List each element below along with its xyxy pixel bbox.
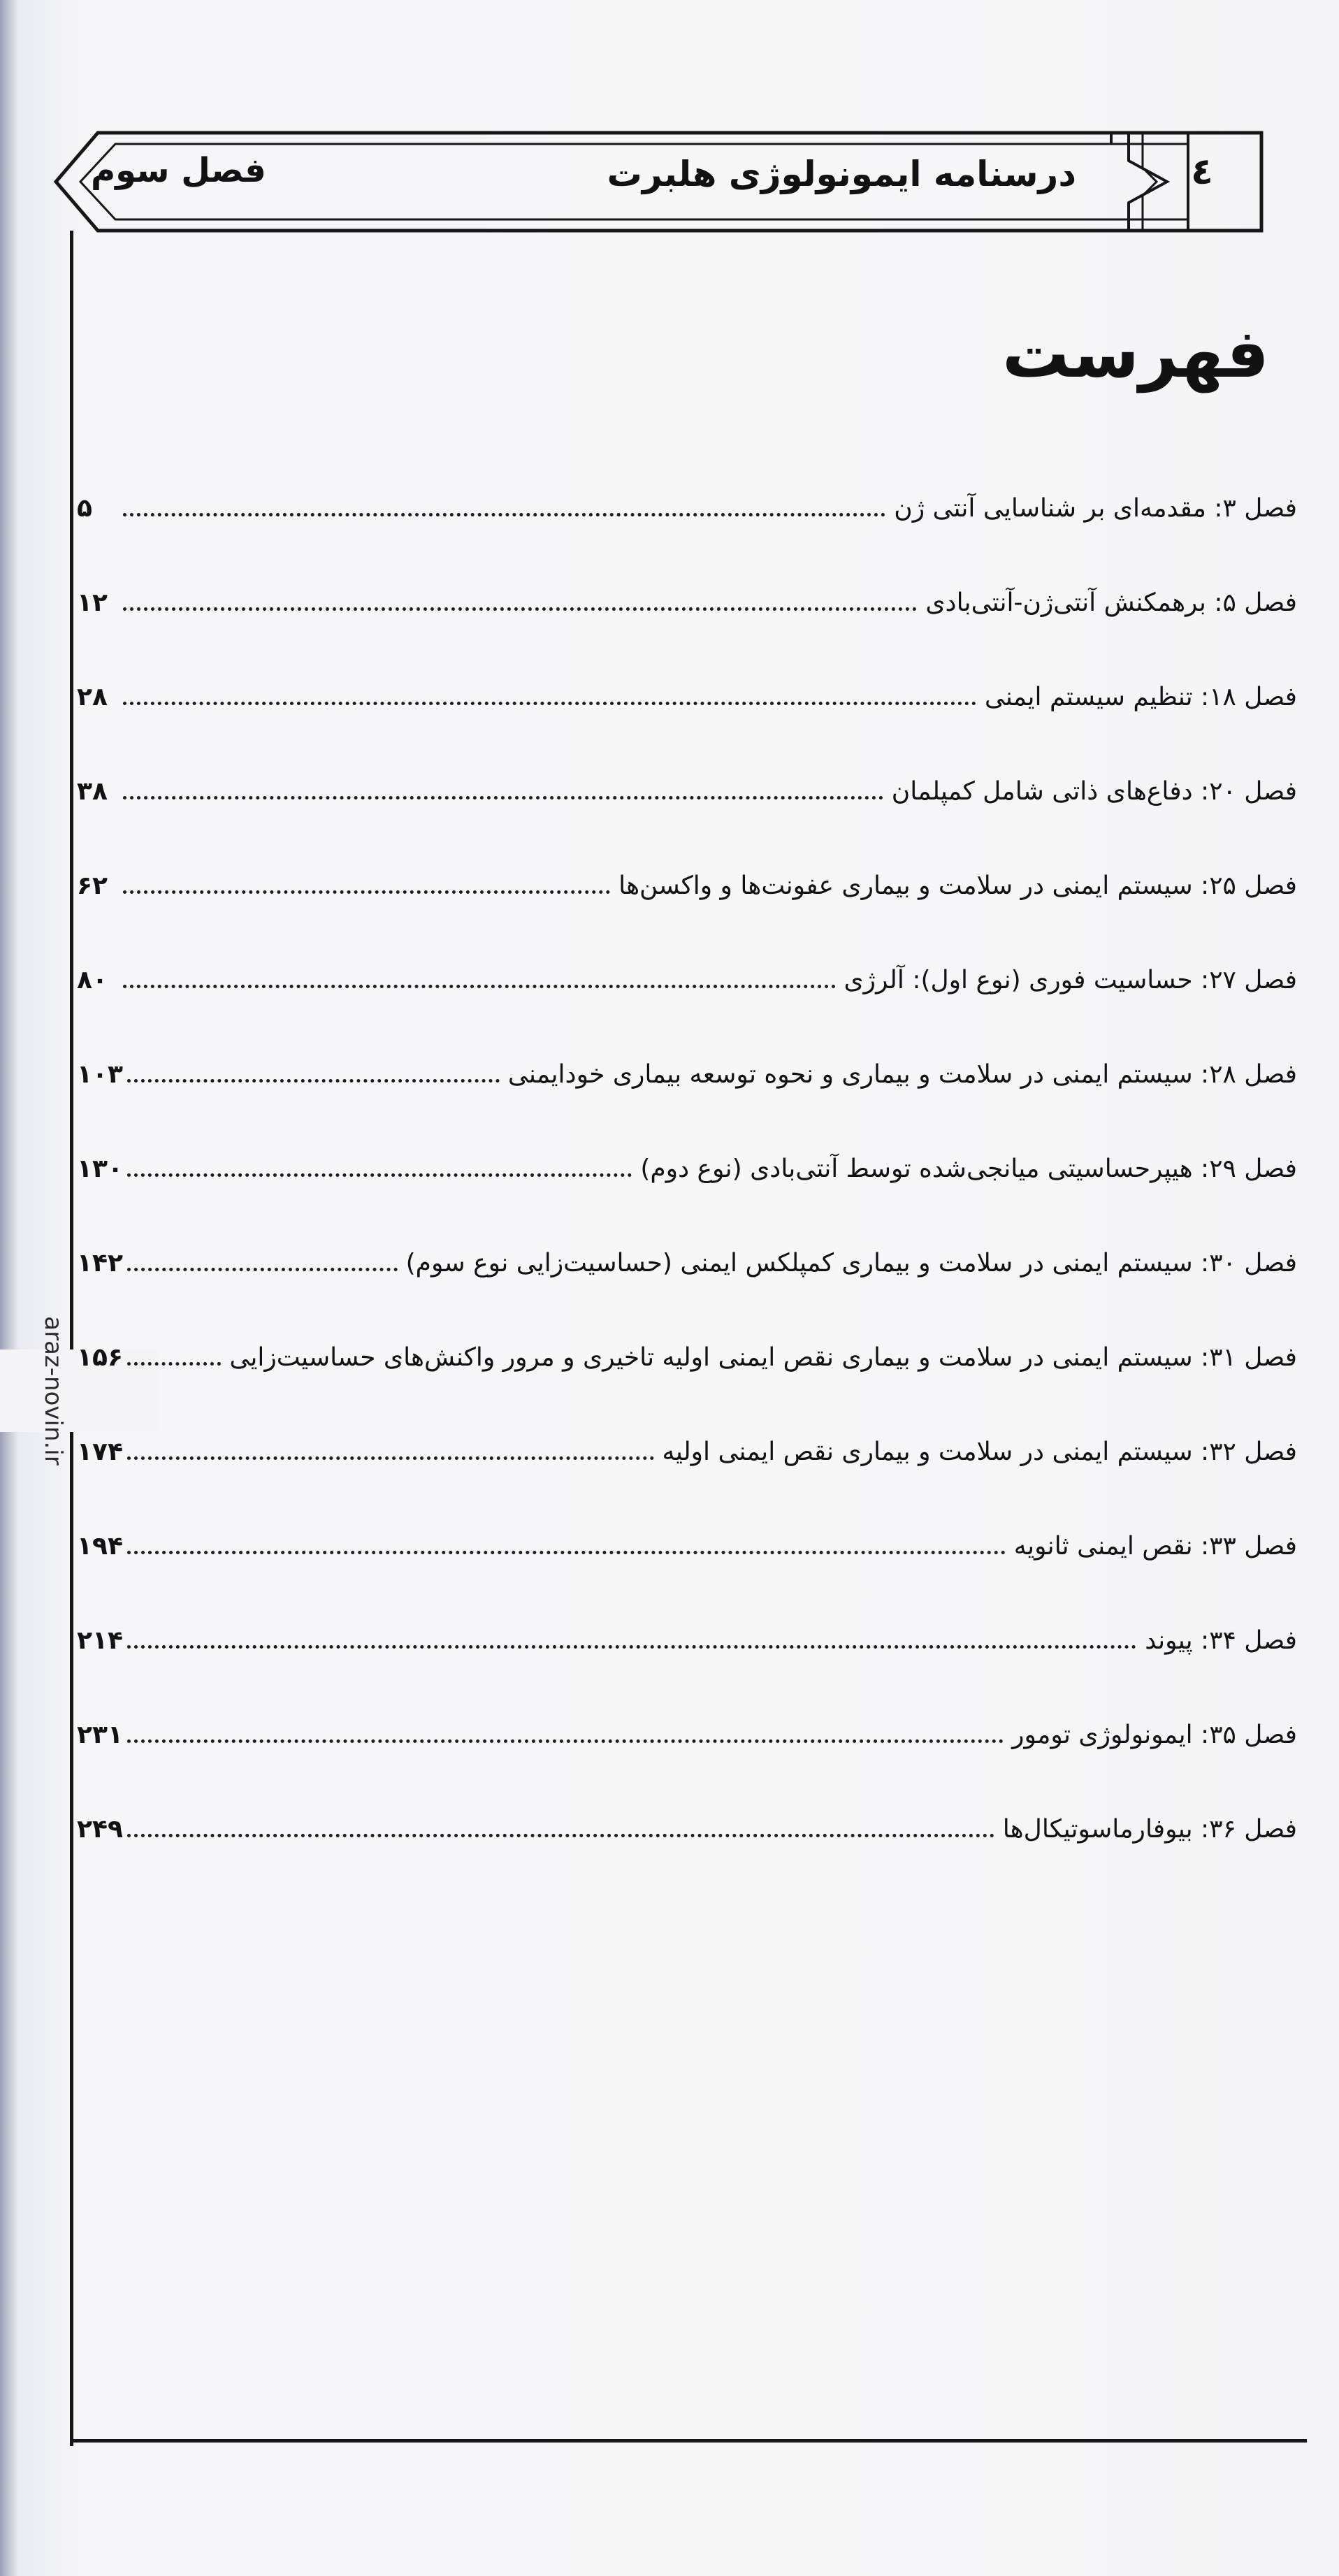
dot-leader [123,702,976,705]
toc-entry[interactable] [77,1027,1297,1122]
toc-entry[interactable] [77,1405,1297,1499]
toc-entry-page: ۶۲ [77,871,108,900]
toc-entry-page: ۱۲ [77,588,108,617]
toc-entry-title: فصل ۳۵: ایمونولوژی تومور [1012,1721,1297,1749]
toc-entry[interactable] [77,839,1297,933]
toc-entry[interactable] [77,1782,1297,1876]
toc-entry[interactable] [77,1593,1297,1688]
toc-entry[interactable] [77,556,1297,650]
toc-entry-page: ۲۱۴ [77,1626,123,1655]
dot-leader [123,607,917,611]
toc-entry[interactable] [77,1310,1297,1405]
bottom-rule [70,2439,1307,2443]
toc-entry-title: فصل ۱۸: تنظیم سیستم ایمنی [984,683,1297,711]
toc-entry-title: فصل ۵: برهمکنش آنتی‌ژن-آنتی‌بادی [925,588,1297,617]
toc-entry-title: فصل ۲۹: هیپرحساسیتی میانجی‌شده توسط آنتی‌بادی (نوع دوم) [640,1155,1297,1183]
toc-entry-page: ۸۰ [77,966,108,994]
toc-entry-title: فصل ۲۷: حساسیت فوری (نوع اول): آلرژی [844,966,1297,994]
toc-entry-title: فصل ۲۸: سیستم ایمنی در سلامت و بیماری و نحوه توسعه بیماری خودایمنی [507,1060,1297,1089]
side-watermark: araz-novin.ir [0,1349,158,1432]
table-of-contents [77,461,1297,1876]
chapter-label: فصل سوم [91,151,266,190]
toc-entry-page: ۱۷۴ [77,1438,123,1466]
toc-entry-page: ۱۰۳ [77,1060,123,1089]
toc-entry-page: ۲۳۱ [77,1721,123,1749]
book-title: درسنامه ایمونولوژی هلبرت [607,154,1076,194]
toc-entry-page: ۲۴۹ [77,1815,123,1844]
toc-entry-title: فصل ۳۳: نقص ایمنی ثانویه [1013,1532,1297,1561]
toc-entry[interactable] [77,1122,1297,1216]
dot-leader [127,1173,632,1177]
page-header [49,126,1265,238]
toc-heading: فهرست [1002,314,1269,393]
toc-entry-title: فصل ۳۴: پیوند [1145,1626,1297,1655]
dot-leader [123,985,836,988]
binding-shadow [0,0,18,2576]
dot-leader [127,1739,1004,1743]
dot-leader [123,513,885,516]
toc-entry-title: فصل ۳: مقدمه‌ای بر شناسایی آنتی ژن [894,494,1297,523]
dot-leader [127,1362,221,1366]
toc-entry-page: ۲۸ [77,683,108,711]
dot-leader [127,1456,654,1460]
toc-entry[interactable] [77,461,1297,556]
dot-leader [123,796,883,799]
toc-entry[interactable] [77,1688,1297,1782]
toc-entry-title: فصل ۳۶: بیوفارماسوتیکال‌ها [1002,1815,1297,1844]
toc-entry-page: ۱۴۲ [77,1249,123,1278]
toc-entry-title: فصل ۳۱: سیستم ایمنی در سلامت و بیماری نقص ایمنی اولیه تاخیری و مرور واکنش‌های حساسیت‌زایی [229,1343,1297,1372]
toc-entry-page: ۳۸ [77,777,108,806]
left-margin-rule [70,231,73,2446]
toc-entry[interactable] [77,1499,1297,1593]
dot-leader [123,890,610,894]
dot-leader [127,1551,1006,1554]
toc-entry-title: فصل ۲۵: سیستم ایمنی در سلامت و بیماری عفونت‌ها و واکسن‌ها [618,871,1297,900]
dot-leader [127,1645,1136,1649]
page-number: ٤ [1191,151,1213,193]
toc-entry-page: ۱۵۶ [77,1343,123,1372]
toc-entry[interactable] [77,744,1297,839]
toc-entry-title: فصل ۳۲: سیستم ایمنی در سلامت و بیماری نقص ایمنی اولیه [662,1438,1297,1466]
dot-leader [127,1268,398,1271]
dot-leader [127,1079,500,1083]
toc-entry[interactable] [77,1216,1297,1310]
toc-entry[interactable] [77,650,1297,744]
dot-leader [127,1834,994,1837]
toc-entry[interactable] [77,933,1297,1027]
toc-entry-page: ۵ [77,494,92,523]
toc-entry-page: ۱۹۴ [77,1532,123,1561]
toc-entry-title: فصل ۳۰: سیستم ایمنی در سلامت و بیماری کمپلکس ایمنی (حساسیت‌زایی نوع سوم) [405,1249,1297,1278]
toc-entry-title: فصل ۲۰: دفاع‌های ذاتی شامل کمپلمان [891,777,1297,806]
toc-entry-page: ۱۳۰ [77,1155,123,1183]
